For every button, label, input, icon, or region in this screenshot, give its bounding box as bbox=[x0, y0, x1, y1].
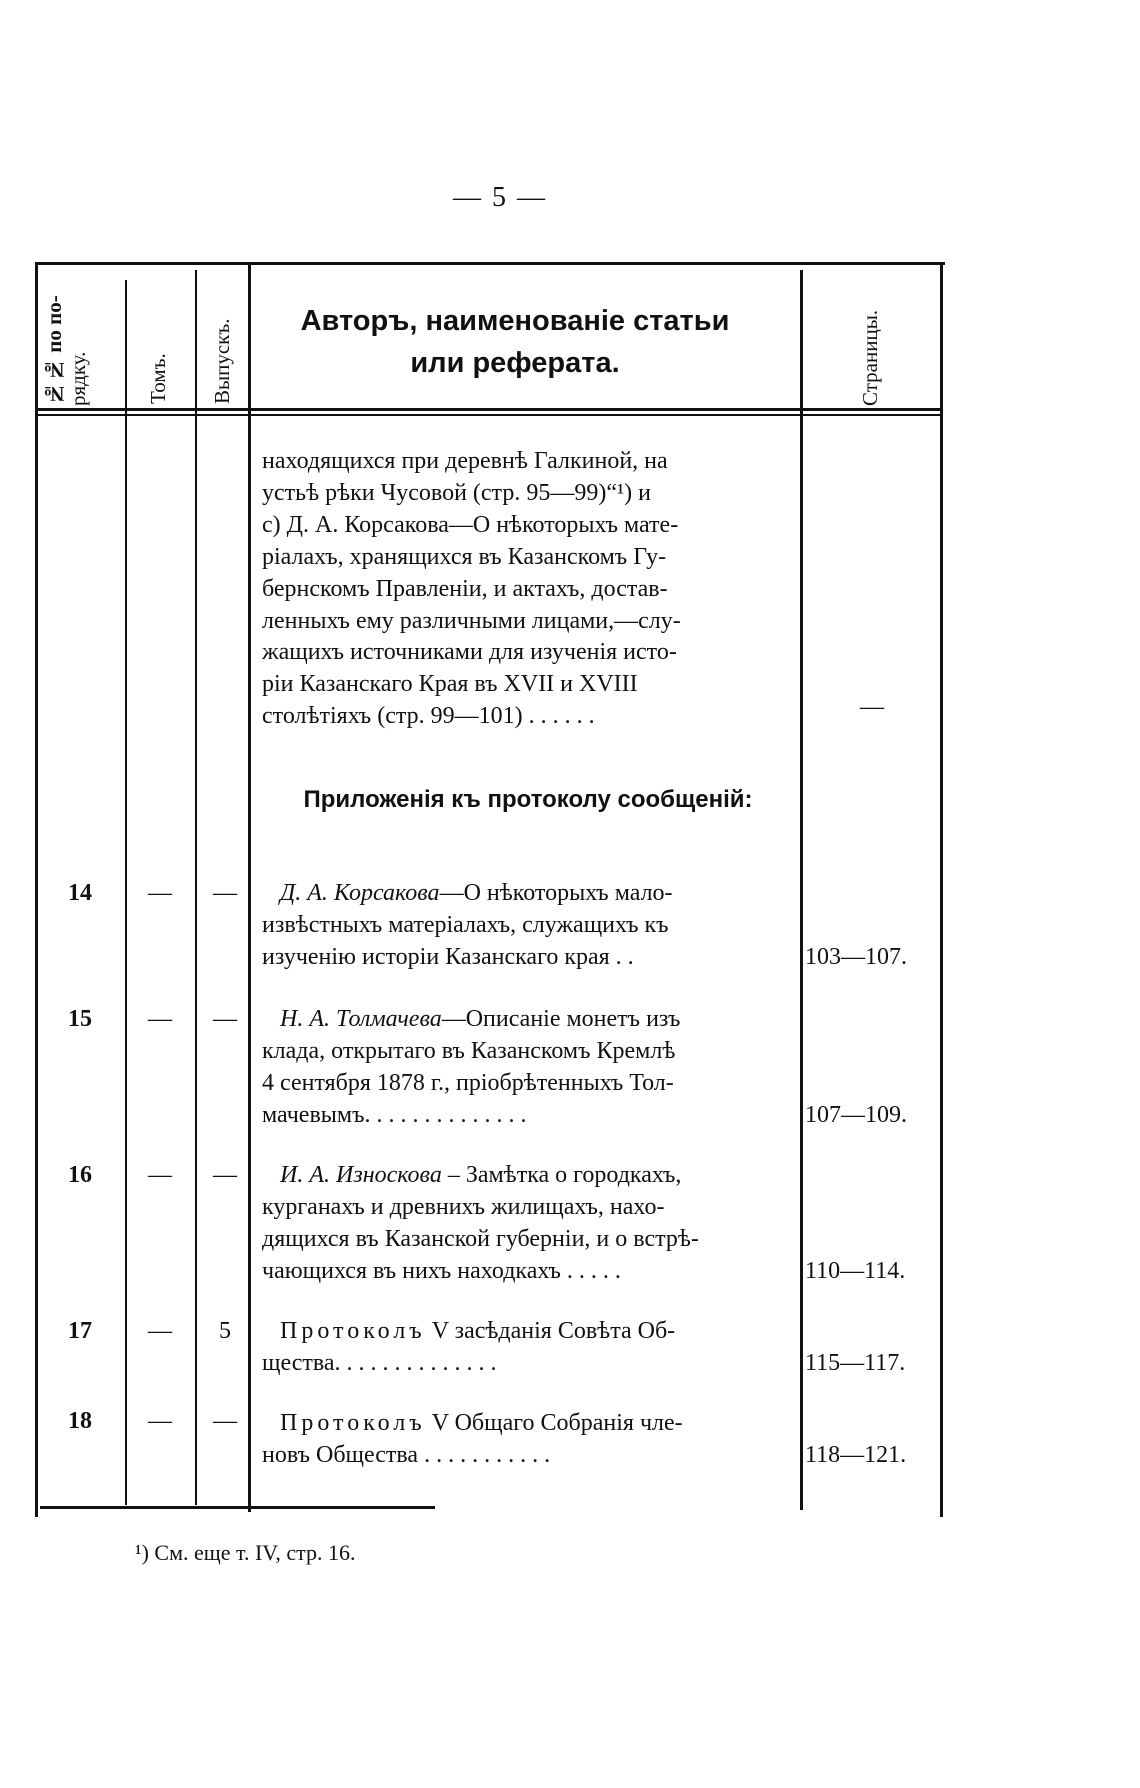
row-issue: 5 bbox=[219, 1318, 231, 1344]
continuation-pages: — bbox=[860, 694, 884, 720]
row-pages: 118—121. bbox=[805, 1442, 907, 1468]
row-issue: — bbox=[213, 880, 237, 906]
footnote: ¹) См. еще т. IV, стр. 16. bbox=[135, 1540, 356, 1565]
row-number: 17 bbox=[68, 1318, 92, 1344]
row-number: 15 bbox=[68, 1006, 92, 1032]
row-author: Н. А. Толмачева bbox=[280, 1006, 442, 1032]
row-pages: 103—107. bbox=[805, 944, 907, 970]
row-text: Протоколъ V Общаго Собранія чле- новъ Общества . . . . . . . . . . . bbox=[262, 1410, 683, 1468]
row-author: И. А. Износкова bbox=[280, 1162, 442, 1188]
appendix-heading: Приложенія къ протоколу сообщеній: bbox=[303, 786, 753, 813]
header-number: №№ по по- рядку. bbox=[42, 295, 91, 406]
row-pages: 110—114. bbox=[805, 1258, 906, 1284]
header-volume: Томъ. bbox=[146, 353, 170, 404]
row-issue: — bbox=[213, 1162, 237, 1188]
row-text: Протоколъ V засѣданія Совѣта Об- щества. . . . . . . . . . . . . . bbox=[262, 1318, 676, 1376]
row-volume: — bbox=[148, 1006, 172, 1032]
row-pages: 107—109. bbox=[805, 1102, 907, 1128]
row-issue: — bbox=[213, 1006, 237, 1032]
row-text: И. А. Износкова – Замѣтка о городкахъ, курганахъ и древнихъ жилищахъ, нахо- дящихся въ Казанской губерніи, и о встрѣ- чающихся въ нихъ находкахъ . . . . . bbox=[262, 1162, 699, 1284]
row-lead: Протоколъ bbox=[280, 1318, 426, 1344]
row-lead: Протоколъ bbox=[280, 1410, 426, 1436]
row-author: Д. А. Корсакова bbox=[280, 880, 440, 906]
row-volume: — bbox=[148, 880, 172, 906]
page-number: — 5 — bbox=[453, 182, 547, 213]
row-text: Н. А. Толмачева—Описаніе монетъ изъ клада, открытаго въ Казанскомъ Кремлѣ 4 сентября 1878 г., пріобрѣтенныхъ Тол- мачевымъ. . . . . . . . . . . . . . bbox=[262, 1006, 681, 1128]
header-issue: Выпускъ. bbox=[210, 318, 234, 404]
row-volume: — bbox=[148, 1408, 172, 1434]
row-volume: — bbox=[148, 1162, 172, 1188]
header-title: Авторъ, наименованіе статьи или реферата. bbox=[300, 305, 730, 380]
header-pages: Страницы. bbox=[858, 309, 882, 406]
row-number: 16 bbox=[68, 1162, 92, 1188]
row-text: Д. А. Корсакова—О нѣкоторыхъ мало- извѣстныхъ матеріалахъ, служащихъ къ изученію исторіи Казанскаго края . . bbox=[262, 880, 673, 970]
row-volume: — bbox=[148, 1318, 172, 1344]
row-number: 18 bbox=[68, 1408, 92, 1434]
continuation-text: находящихся при деревнѣ Галкиной, на устьѣ рѣки Чусовой (стр. 95—99)“¹) и c) Д. А. Корсакова—О нѣкоторыхъ мате- ріалахъ, хранящихся въ Казанскомъ Гу- бернскомъ Правленіи, и актахъ, достав- ленныхъ ему различными лицами,—слу- жащихъ источниками для изученія исто- ріи Казанскаго Края въ XVII и XVIII столѣтіяхъ (стр. 99—101) . . . . . . bbox=[262, 448, 681, 730]
row-number: 14 bbox=[68, 880, 92, 906]
row-issue: — bbox=[213, 1408, 237, 1434]
row-pages: 115—117. bbox=[805, 1350, 906, 1376]
